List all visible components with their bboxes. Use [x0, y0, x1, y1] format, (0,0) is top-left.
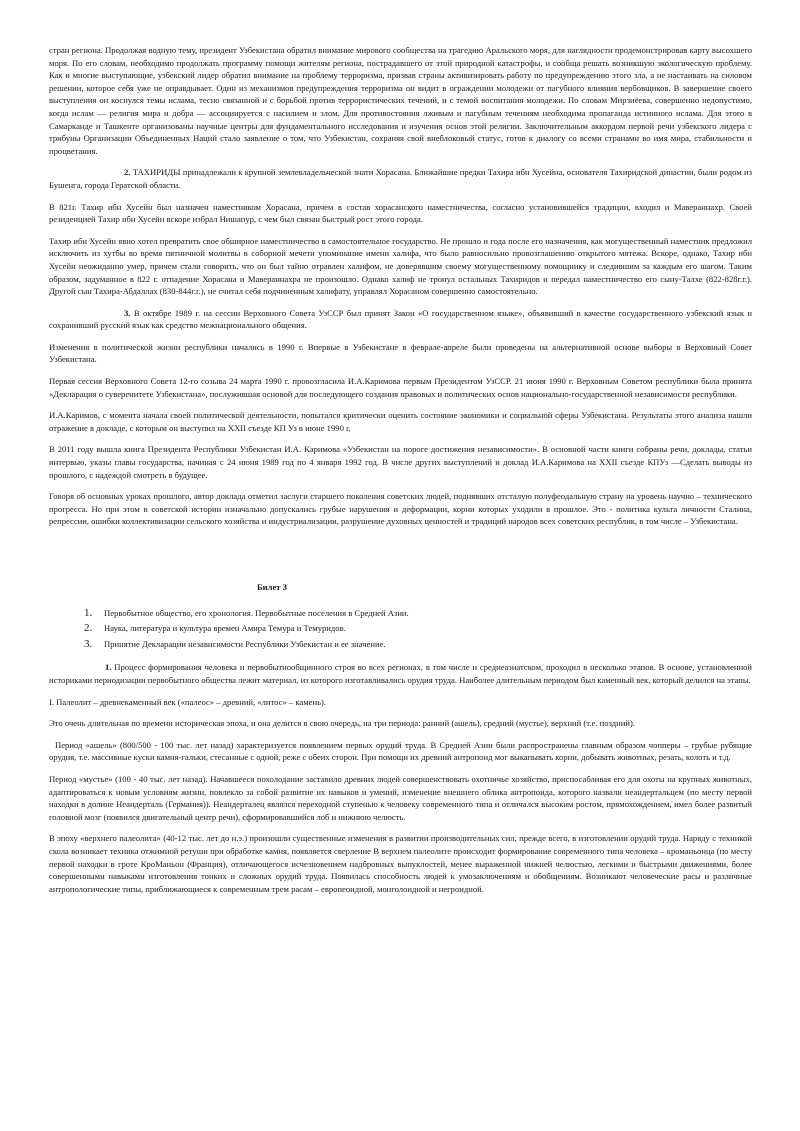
- paragraph-tahir-appointment: В 821г. Тахир ибн Хусейн был назначен наместником Хорасана, причем в состав хорасанского наместничества, согласно установившейся традиции, входил и Мавераннахр. Своей резиденцией Тахир ибн Хусейн вскоре избрал Нишапур, с чем был связан быстрый рост этого города.: [49, 201, 752, 225]
- paragraph-periods: Это очень длительная по времени историческая эпоха, и она делится в свою очередь, на три периода: ранний (ашель), средний (мустье), верхний (т.е. поздний).: [49, 718, 635, 729]
- answer-1-lead: [49, 661, 752, 686]
- section-3-lead-text: В октябре 1989 г. на сессии Верховного Совета УзССР был принят Закон «О государственном языке», объявивший в качестве государственного узбекский язык и сохранивший русский язык как средство межнационального общения.: [49, 307, 753, 331]
- answer-1-number: 1.: [105, 662, 112, 673]
- section-3-number: 3.: [124, 307, 131, 318]
- ticket-question: 2. Наука, литература и культура времен Амира Темура и Темуридов.: [95, 622, 752, 635]
- paragraph-paleolith: I. Палеолит – древнекаменный век («палеос» – древний, «литос» – камень).: [49, 696, 326, 707]
- paragraph-upper-paleolith: В эпоху «верхнего палеолита» (40-12 тыс. лет до н.э.) произошли существенные изменения в развитии производительных сил, прежде всего, в изготовлении орудий труда. Наряду с техникой скола возникает техника отжимной ретуши при обработке камня, появляется сверление В верхнем палеолите происходит формирование современного типа человека – кроманьонца (по месту первой находки в гроте КроМаньон (Франция), отличающегося исчезновением надбровных выпуклостей, менее выраженной нижней челюстью, легкими и быстрыми движениями, более совершенными навыками изготовления тонких и сложных орудий труда. Появилась способность людей к умозаключениям и обобщениям. Возникают человеческие расы и различные антропологические типы, приближающиеся к современным трем расам – европеоидной, монголоидной и негроидной.: [49, 833, 752, 894]
- section-2-number: 2.: [124, 167, 131, 178]
- answer-1-lead-text: Процесс формирования человека и первобытнообщинного строя во всех регионах, в том числе и среднеазиатском, проходил в несколько этапов. В основе, установленной историками периодизации первобытного общества лежит материал, из которого изготавливались орудия труда. Наиболее длительным периодом был каменный век, который делился на этапы.: [49, 662, 752, 685]
- section-3-lead: [49, 307, 752, 332]
- section-2-lead-text: ТАХИРИДЫ принадлежали к крупной землевладельческой знати Хорасана. Ближайшие предки Тахира ибн Хусейна, основателя Тахиридской династии, были родом из Бушенга, города Гератской области.: [49, 167, 752, 190]
- section-2-lead: [49, 166, 752, 191]
- ticket-question: 3. Принятие Декларации независимости Республики Узбекистан и ее значение.: [95, 638, 752, 651]
- paragraph-tahir-independence: Тахир ибн Хусейн явно хотел превратить свое обширное наместничество в самостоятельное государство. Не прошло и года после его назначения, как могущественный наместник предложил исключить из хутбы во время пятничной молитвы в соборной мечети упоминание имени халифа, что было равносильно провозглашению открытого мятежа. Вскоре, однако, Тахир ибн Хусейн неожиданно умер, причем стали говорить, что он был тайно отравлен халифом, не доверявшим своему могущественному помощнику и следившим за каждым его шагом. Таким образом, задуманное в 822 г. отпадение Хорасана и Мавераннахра не произошло. Однако халиф не тронул остальных Тахиридов и передал наместничество его сыну-Талхе (822-828г.г.). Другой сын Тахира-Абдаллах (830-844г.г.), не считал себя подчиненным халифату, управлял Хорасаном совершенно самостоятельно.: [49, 235, 752, 297]
- ticket-questions: [49, 607, 752, 651]
- ticket-question: 1. Первобытное общество, его хронология. Первобытные поселения в Средней Азии.: [95, 607, 752, 620]
- paragraph-karimov-analysis: И.А.Каримов, с момента начала своей политической деятельности, попытался критически оценить состояние экономики и социальной сферы Узбекистана. Результаты этого анализа нашли отражение в докладе, с которым он выступил на XXII съезде КП Уз в июне 1990 г.: [49, 410, 752, 433]
- ticket-title: Билет 3: [257, 582, 287, 592]
- paragraph-muste: Период «мустье» (100 - 40 тыс. лет назад). Начавшееся похолодание заставило древних людей совершенствовать охотничье хозяйство, приспосабливая его для охоты на крупных животных, адаптироваться к новым условиям жизни, повлекло за собой развитие их навыков и умений, изменение внешнего облика антропоида, которого назвали неандертальцем (по месту первой находки в долине Неандерталь (Германия)). Неандерталец являлся переходной ступенью к человеку современного типа и отличался высоким ростом, прямохождением, имел более развитый головной мозг (появился двигательный центр речи), сформировавшийся лоб и нижнюю челюсть.: [49, 773, 752, 822]
- paragraph-lessons-of-past: Говоря об основных уроках прошлого, автор доклада отметил заслуги старшего поколения советских людей, поднявших отсталую полуфеодальную страну на уровень научно – технического прогресса. Но при этом в советской истории изначально допускались грубые нарушения и деформации, корни которых уходили в прошлое. Это - политика культа личности Сталина, репрессии, ошибки коллективизации сельского хозяйства и индустриализации, разрушение духовных ценностей и традиций народов всех советских республик, в том числе – Узбекистана.: [49, 491, 752, 527]
- paragraph-2011-book: В 2011 году вышла книга Президента Республики Узбекистан И.А. Каримова «Узбекистан на пороге достижения независимости». В основной части книги собраны речи, доклады, статьи интервью, указы главы государства, начиная с 24 июня 1989 год по 4 января 1992 год. В числе других выступлений и доклад И.А.Каримова на XXII съезде КПУз —Сделать выводы из прошлого, с надеждой смотреть в будущее.: [49, 444, 752, 480]
- paragraph-ashel: Период «ашель» (800/500 - 100 тыс. лет назад) характеризуется появлением первых орудий труда. В Средней Азии были распространены главным образом чопперы – грубые рубящие орудия, т.е. массивные куски камня-гальки, стесанные с одной, реже с обеих сторон. При помощи их древний антропоид мог выкапывать корни, добывать животных, резать, колоть и т.д.: [49, 739, 752, 763]
- paragraph-un-speech: стран региона. Продолжая водную тему, президент Узбекистана обратил внимание мирового сообщества на трагедию Аральского моря, для наглядности продемонстрировав карту высохшего моря. По его словам, необходимо продолжать программу помощи жителям региона, пострадавшего от этой природной катастрофы, и сообща решать возникшую экологическую проблему. Как и многие выступающие, узбекский лидер обратил внимание на проблему терроризма, призвав страны активизировать работу по предупреждению этого зла, а не настаивать на силовом решении, которое себя уже не оправдывает. Один из механизмов предупреждения терроризма он видит в ограждении молодежи от пагубного влияния вербовщиков. В завершение своего выступления он коснулся темы ислама, тесно связанной и с борьбой против террористических течений, и с темой воспитания молодежи. По словам Мирзиёева, совершенно недопустимо, когда ислам — религия мира и добра — ассоциируется с насилием и злом. Для противостояния лживым и пагубным течениям необходима пропаганда истинного ислама. Для этого в Самарканде и Ташкенте организованы научные центры для фундаментального исследования и изучения основ этой религии. Заключительным аккордом первой речи узбекского лидера с трибуны Организации Объединенных Наций стало заявление о том, что Узбекистан, сохраняя свой внеблоковый статус, готов к диалогу со всеми странами во имя мира, стабильности и процветания.: [49, 45, 752, 156]
- paragraph-1990-elections: Изменения в политической жизни республики начались в 1990 г. Впервые в Узбекистане в феврале-апреле были проведены на альтернативной основе выборы в Верховный Совет Узбекистана.: [49, 341, 752, 365]
- paragraph-first-session: Первая сессия Верховного Совета 12-го созыва 24 марта 1990 г. провозгласила И.А.Каримова первым Президентом УзССР. 21 июня 1990 г. Верховным Советом республики была принята «Декларация о суверенитете Узбекистана», послужившая основой для последующего создания правовых и политических основ национально-государственной независимости республики.: [49, 376, 752, 399]
